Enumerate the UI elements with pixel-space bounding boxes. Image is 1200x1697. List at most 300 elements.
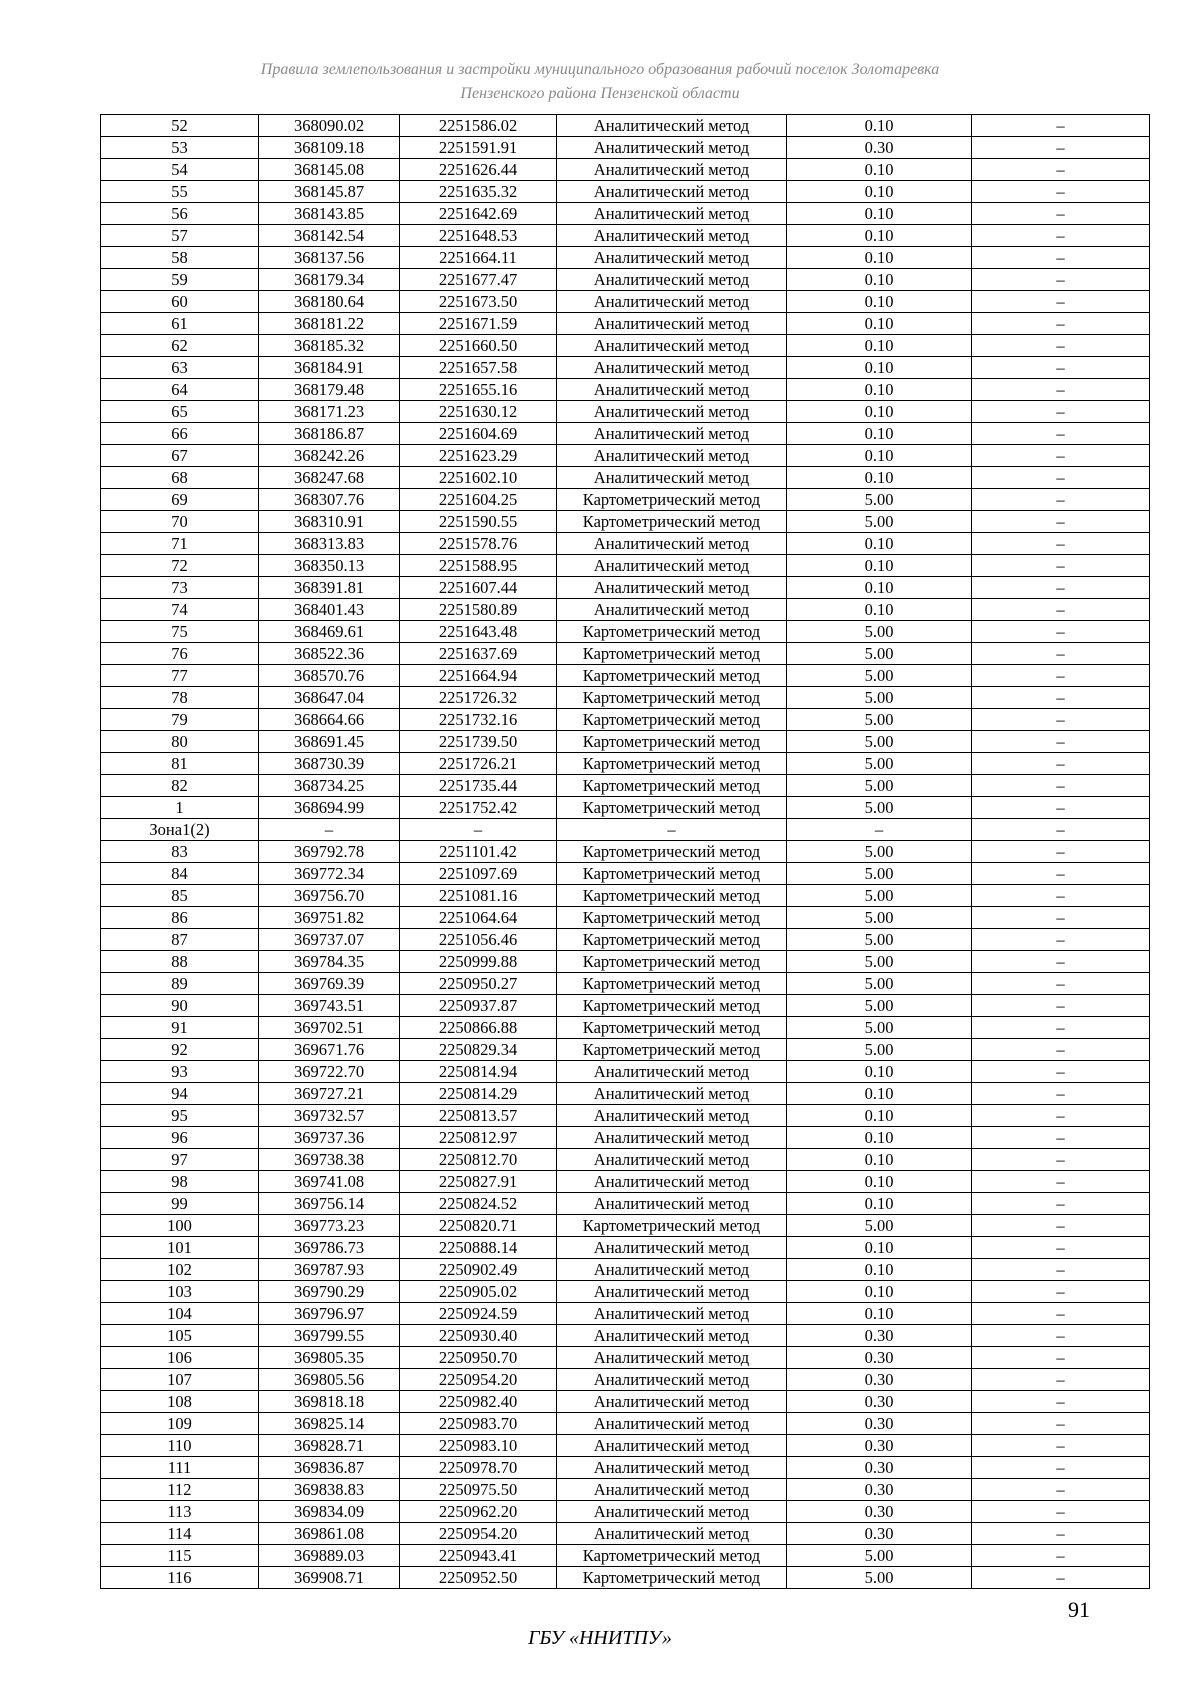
accuracy-cell: 5.00 — [787, 797, 972, 819]
x-coordinate-cell: 368647.04 — [259, 687, 400, 709]
extra-cell: – — [972, 1369, 1150, 1391]
accuracy-cell: 0.10 — [787, 269, 972, 291]
accuracy-cell: 5.00 — [787, 841, 972, 863]
y-coordinate-cell: 2251732.16 — [400, 709, 557, 731]
x-coordinate-cell: – — [259, 819, 400, 841]
table-row — [101, 181, 1150, 203]
extra-cell: – — [972, 445, 1150, 467]
x-coordinate-cell: 368242.26 — [259, 445, 400, 467]
y-coordinate-cell: 2251739.50 — [400, 731, 557, 753]
extra-cell: – — [972, 533, 1150, 555]
accuracy-cell: 5.00 — [787, 709, 972, 731]
table-row — [101, 599, 1150, 621]
table-row — [101, 1303, 1150, 1325]
y-coordinate-cell: 2251655.16 — [400, 379, 557, 401]
method-cell: Аналитический метод — [557, 1149, 787, 1171]
method-cell: Аналитический метод — [557, 1413, 787, 1435]
accuracy-cell: 0.30 — [787, 1501, 972, 1523]
table-row — [101, 379, 1150, 401]
extra-cell: – — [972, 863, 1150, 885]
y-coordinate-cell: 2251064.64 — [400, 907, 557, 929]
table-row — [101, 247, 1150, 269]
point-number-cell: 68 — [101, 467, 259, 489]
accuracy-cell: 5.00 — [787, 687, 972, 709]
accuracy-cell: 0.30 — [787, 1369, 972, 1391]
method-cell: Аналитический метод — [557, 181, 787, 203]
table-row — [101, 1127, 1150, 1149]
table-row — [101, 1193, 1150, 1215]
point-number-cell: 59 — [101, 269, 259, 291]
accuracy-cell: 0.10 — [787, 599, 972, 621]
extra-cell: – — [972, 709, 1150, 731]
method-cell: Аналитический метод — [557, 137, 787, 159]
x-coordinate-cell: 368401.43 — [259, 599, 400, 621]
y-coordinate-cell: 2251648.53 — [400, 225, 557, 247]
method-cell: Картометрический метод — [557, 665, 787, 687]
x-coordinate-cell: 368090.02 — [259, 115, 400, 137]
point-number-cell: 75 — [101, 621, 259, 643]
method-cell: Аналитический метод — [557, 1281, 787, 1303]
method-cell: Аналитический метод — [557, 1259, 787, 1281]
method-cell: Аналитический метод — [557, 335, 787, 357]
y-coordinate-cell: – — [400, 819, 557, 841]
table-row — [101, 1149, 1150, 1171]
extra-cell: – — [972, 291, 1150, 313]
point-number-cell: 83 — [101, 841, 259, 863]
x-coordinate-cell: 368171.23 — [259, 401, 400, 423]
y-coordinate-cell: 2250982.40 — [400, 1391, 557, 1413]
point-number-cell: 88 — [101, 951, 259, 973]
extra-cell: – — [972, 1325, 1150, 1347]
extra-cell: – — [972, 555, 1150, 577]
y-coordinate-cell: 2250978.70 — [400, 1457, 557, 1479]
y-coordinate-cell: 2251673.50 — [400, 291, 557, 313]
point-number-cell: 85 — [101, 885, 259, 907]
point-number-cell: 79 — [101, 709, 259, 731]
point-number-cell: 95 — [101, 1105, 259, 1127]
y-coordinate-cell: 2250950.27 — [400, 973, 557, 995]
y-coordinate-cell: 2251101.42 — [400, 841, 557, 863]
table-row — [101, 533, 1150, 555]
x-coordinate-cell: 369756.70 — [259, 885, 400, 907]
accuracy-cell: 0.30 — [787, 137, 972, 159]
table-row — [101, 291, 1150, 313]
method-cell: Картометрический метод — [557, 489, 787, 511]
y-coordinate-cell: 2250827.91 — [400, 1171, 557, 1193]
method-cell: Аналитический метод — [557, 1127, 787, 1149]
point-number-cell: 89 — [101, 973, 259, 995]
table-row — [101, 1391, 1150, 1413]
coordinates-table-wrapper — [100, 114, 1149, 1589]
x-coordinate-cell: 369908.71 — [259, 1567, 400, 1589]
method-cell: Картометрический метод — [557, 995, 787, 1017]
table-row — [101, 1369, 1150, 1391]
accuracy-cell: 0.10 — [787, 1193, 972, 1215]
x-coordinate-cell: 368185.32 — [259, 335, 400, 357]
accuracy-cell: 5.00 — [787, 731, 972, 753]
table-row — [101, 929, 1150, 951]
y-coordinate-cell: 2250812.70 — [400, 1149, 557, 1171]
point-number-cell: 61 — [101, 313, 259, 335]
point-number-cell: 107 — [101, 1369, 259, 1391]
x-coordinate-cell: 369787.93 — [259, 1259, 400, 1281]
extra-cell: – — [972, 1039, 1150, 1061]
y-coordinate-cell: 2251604.69 — [400, 423, 557, 445]
table-row — [101, 1457, 1150, 1479]
x-coordinate-cell: 369773.23 — [259, 1215, 400, 1237]
accuracy-cell: 0.10 — [787, 1105, 972, 1127]
x-coordinate-cell: 369838.83 — [259, 1479, 400, 1501]
extra-cell: – — [972, 951, 1150, 973]
extra-cell: – — [972, 621, 1150, 643]
method-cell: Аналитический метод — [557, 467, 787, 489]
method-cell: Аналитический метод — [557, 291, 787, 313]
table-row — [101, 1061, 1150, 1083]
accuracy-cell: 5.00 — [787, 885, 972, 907]
extra-cell: – — [972, 137, 1150, 159]
method-cell: Аналитический метод — [557, 1501, 787, 1523]
y-coordinate-cell: 2250866.88 — [400, 1017, 557, 1039]
method-cell: Аналитический метод — [557, 1369, 787, 1391]
accuracy-cell: 5.00 — [787, 643, 972, 665]
table-row — [101, 313, 1150, 335]
accuracy-cell: 5.00 — [787, 1215, 972, 1237]
table-row — [101, 621, 1150, 643]
method-cell: Аналитический метод — [557, 1193, 787, 1215]
x-coordinate-cell: 368179.48 — [259, 379, 400, 401]
point-number-cell: 90 — [101, 995, 259, 1017]
extra-cell: – — [972, 467, 1150, 489]
y-coordinate-cell: 2251752.42 — [400, 797, 557, 819]
extra-cell: – — [972, 379, 1150, 401]
x-coordinate-cell: 368142.54 — [259, 225, 400, 247]
x-coordinate-cell: 368310.91 — [259, 511, 400, 533]
accuracy-cell: 5.00 — [787, 1017, 972, 1039]
x-coordinate-cell: 368137.56 — [259, 247, 400, 269]
table-row — [101, 819, 1150, 841]
point-number-cell: 104 — [101, 1303, 259, 1325]
y-coordinate-cell: 2250813.57 — [400, 1105, 557, 1127]
x-coordinate-cell: 369805.35 — [259, 1347, 400, 1369]
x-coordinate-cell: 369671.76 — [259, 1039, 400, 1061]
accuracy-cell: 0.10 — [787, 1127, 972, 1149]
point-number-cell: 111 — [101, 1457, 259, 1479]
point-number-cell: 116 — [101, 1567, 259, 1589]
method-cell: Аналитический метод — [557, 1457, 787, 1479]
y-coordinate-cell: 2251671.59 — [400, 313, 557, 335]
point-number-cell: 71 — [101, 533, 259, 555]
extra-cell: – — [972, 841, 1150, 863]
y-coordinate-cell: 2250924.59 — [400, 1303, 557, 1325]
table-row — [101, 203, 1150, 225]
x-coordinate-cell: 369792.78 — [259, 841, 400, 863]
extra-cell: – — [972, 907, 1150, 929]
point-number-cell: 102 — [101, 1259, 259, 1281]
accuracy-cell: 0.30 — [787, 1457, 972, 1479]
y-coordinate-cell: 2250950.70 — [400, 1347, 557, 1369]
method-cell: Аналитический метод — [557, 225, 787, 247]
table-row — [101, 1479, 1150, 1501]
point-number-cell: 110 — [101, 1435, 259, 1457]
page-footer: ГБУ «ННИТПУ» — [528, 1627, 672, 1649]
table-row — [101, 401, 1150, 423]
y-coordinate-cell: 2250829.34 — [400, 1039, 557, 1061]
x-coordinate-cell: 369732.57 — [259, 1105, 400, 1127]
method-cell: Картометрический метод — [557, 929, 787, 951]
method-cell: Картометрический метод — [557, 1017, 787, 1039]
point-number-cell: 56 — [101, 203, 259, 225]
point-number-cell: 97 — [101, 1149, 259, 1171]
y-coordinate-cell: 2250902.49 — [400, 1259, 557, 1281]
x-coordinate-cell: 368469.61 — [259, 621, 400, 643]
point-number-cell: 84 — [101, 863, 259, 885]
y-coordinate-cell: 2251081.16 — [400, 885, 557, 907]
extra-cell: – — [972, 643, 1150, 665]
point-number-cell: 54 — [101, 159, 259, 181]
method-cell: Аналитический метод — [557, 1303, 787, 1325]
accuracy-cell: 0.10 — [787, 555, 972, 577]
x-coordinate-cell: 369799.55 — [259, 1325, 400, 1347]
x-coordinate-cell: 369828.71 — [259, 1435, 400, 1457]
method-cell: Аналитический метод — [557, 577, 787, 599]
point-number-cell: 108 — [101, 1391, 259, 1413]
table-row — [101, 709, 1150, 731]
point-number-cell: 100 — [101, 1215, 259, 1237]
x-coordinate-cell: 368313.83 — [259, 533, 400, 555]
x-coordinate-cell: 368145.08 — [259, 159, 400, 181]
table-row — [101, 951, 1150, 973]
extra-cell: – — [972, 357, 1150, 379]
accuracy-cell: 0.10 — [787, 225, 972, 247]
table-row — [101, 489, 1150, 511]
y-coordinate-cell: 2251642.69 — [400, 203, 557, 225]
method-cell: Аналитический метод — [557, 313, 787, 335]
extra-cell: – — [972, 115, 1150, 137]
extra-cell: – — [972, 577, 1150, 599]
accuracy-cell: 0.10 — [787, 291, 972, 313]
extra-cell: – — [972, 401, 1150, 423]
method-cell: Аналитический метод — [557, 159, 787, 181]
accuracy-cell: 5.00 — [787, 665, 972, 687]
accuracy-cell: 0.10 — [787, 159, 972, 181]
method-cell: Картометрический метод — [557, 621, 787, 643]
point-number-cell: 86 — [101, 907, 259, 929]
method-cell: Картометрический метод — [557, 863, 787, 885]
table-row — [101, 665, 1150, 687]
extra-cell: – — [972, 687, 1150, 709]
x-coordinate-cell: 369743.51 — [259, 995, 400, 1017]
point-number-cell: 98 — [101, 1171, 259, 1193]
extra-cell: – — [972, 775, 1150, 797]
table-row — [101, 1325, 1150, 1347]
point-number-cell: 66 — [101, 423, 259, 445]
x-coordinate-cell: 369834.09 — [259, 1501, 400, 1523]
method-cell: Аналитический метод — [557, 203, 787, 225]
extra-cell: – — [972, 335, 1150, 357]
accuracy-cell: 0.10 — [787, 115, 972, 137]
y-coordinate-cell: 2251735.44 — [400, 775, 557, 797]
table-row — [101, 753, 1150, 775]
y-coordinate-cell: 2250824.52 — [400, 1193, 557, 1215]
point-number-cell: 93 — [101, 1061, 259, 1083]
accuracy-cell: 0.10 — [787, 203, 972, 225]
table-row — [101, 775, 1150, 797]
accuracy-cell: 0.30 — [787, 1347, 972, 1369]
y-coordinate-cell: 2250812.97 — [400, 1127, 557, 1149]
table-row — [101, 731, 1150, 753]
accuracy-cell: 0.10 — [787, 401, 972, 423]
y-coordinate-cell: 2251590.55 — [400, 511, 557, 533]
x-coordinate-cell: 368180.64 — [259, 291, 400, 313]
method-cell: Аналитический метод — [557, 445, 787, 467]
point-number-cell: 113 — [101, 1501, 259, 1523]
extra-cell: – — [972, 995, 1150, 1017]
point-number-cell: 64 — [101, 379, 259, 401]
extra-cell: – — [972, 1523, 1150, 1545]
y-coordinate-cell: 2251602.10 — [400, 467, 557, 489]
point-number-cell: 1 — [101, 797, 259, 819]
table-row — [101, 1105, 1150, 1127]
extra-cell: – — [972, 247, 1150, 269]
point-number-cell: 81 — [101, 753, 259, 775]
x-coordinate-cell: 369889.03 — [259, 1545, 400, 1567]
y-coordinate-cell: 2250814.94 — [400, 1061, 557, 1083]
accuracy-cell: 0.30 — [787, 1325, 972, 1347]
extra-cell: – — [972, 1545, 1150, 1567]
x-coordinate-cell: 369702.51 — [259, 1017, 400, 1039]
x-coordinate-cell: 368307.76 — [259, 489, 400, 511]
y-coordinate-cell: 2251588.95 — [400, 555, 557, 577]
method-cell: Картометрический метод — [557, 841, 787, 863]
point-number-cell: 60 — [101, 291, 259, 313]
accuracy-cell: 0.10 — [787, 1259, 972, 1281]
table-row — [101, 907, 1150, 929]
extra-cell: – — [972, 489, 1150, 511]
method-cell: Картометрический метод — [557, 1215, 787, 1237]
point-number-cell: 96 — [101, 1127, 259, 1149]
x-coordinate-cell: 369861.08 — [259, 1523, 400, 1545]
y-coordinate-cell: 2250999.88 — [400, 951, 557, 973]
extra-cell: – — [972, 973, 1150, 995]
y-coordinate-cell: 2250943.41 — [400, 1545, 557, 1567]
extra-cell: – — [972, 1017, 1150, 1039]
y-coordinate-cell: 2251591.91 — [400, 137, 557, 159]
x-coordinate-cell: 369790.29 — [259, 1281, 400, 1303]
y-coordinate-cell: 2250954.20 — [400, 1369, 557, 1391]
extra-cell: – — [972, 1413, 1150, 1435]
x-coordinate-cell: 368522.36 — [259, 643, 400, 665]
page-header — [0, 58, 1200, 106]
point-number-cell: 67 — [101, 445, 259, 467]
x-coordinate-cell: 369737.36 — [259, 1127, 400, 1149]
accuracy-cell: 0.30 — [787, 1391, 972, 1413]
point-number-cell: 94 — [101, 1083, 259, 1105]
method-cell: Аналитический метод — [557, 599, 787, 621]
table-row — [101, 841, 1150, 863]
extra-cell: – — [972, 1237, 1150, 1259]
method-cell: Аналитический метод — [557, 1105, 787, 1127]
y-coordinate-cell: 2251097.69 — [400, 863, 557, 885]
table-row — [101, 1347, 1150, 1369]
table-row — [101, 445, 1150, 467]
accuracy-cell: 0.10 — [787, 467, 972, 489]
x-coordinate-cell: 368350.13 — [259, 555, 400, 577]
table-row — [101, 159, 1150, 181]
extra-cell: – — [972, 1303, 1150, 1325]
y-coordinate-cell: 2251630.12 — [400, 401, 557, 423]
extra-cell: – — [972, 753, 1150, 775]
accuracy-cell: – — [787, 819, 972, 841]
method-cell: Аналитический метод — [557, 1171, 787, 1193]
method-cell: Картометрический метод — [557, 709, 787, 731]
x-coordinate-cell: 369751.82 — [259, 907, 400, 929]
table-row — [101, 1413, 1150, 1435]
point-number-cell: 53 — [101, 137, 259, 159]
method-cell: Картометрический метод — [557, 643, 787, 665]
accuracy-cell: 0.10 — [787, 1281, 972, 1303]
point-number-cell: 65 — [101, 401, 259, 423]
point-number-cell: 69 — [101, 489, 259, 511]
method-cell: Картометрический метод — [557, 951, 787, 973]
accuracy-cell: 5.00 — [787, 929, 972, 951]
method-cell: Аналитический метод — [557, 115, 787, 137]
accuracy-cell: 0.30 — [787, 1413, 972, 1435]
extra-cell: – — [972, 1567, 1150, 1589]
point-number-cell: 55 — [101, 181, 259, 203]
accuracy-cell: 5.00 — [787, 621, 972, 643]
extra-cell: – — [972, 1127, 1150, 1149]
accuracy-cell: 5.00 — [787, 1039, 972, 1061]
method-cell: Аналитический метод — [557, 401, 787, 423]
y-coordinate-cell: 2251637.69 — [400, 643, 557, 665]
method-cell: Картометрический метод — [557, 687, 787, 709]
table-row — [101, 1281, 1150, 1303]
y-coordinate-cell: 2250975.50 — [400, 1479, 557, 1501]
method-cell: Аналитический метод — [557, 1391, 787, 1413]
x-coordinate-cell: 368184.91 — [259, 357, 400, 379]
point-number-cell: 99 — [101, 1193, 259, 1215]
x-coordinate-cell: 368664.66 — [259, 709, 400, 731]
point-number-cell: 114 — [101, 1523, 259, 1545]
y-coordinate-cell: 2251578.76 — [400, 533, 557, 555]
y-coordinate-cell: 2250983.10 — [400, 1435, 557, 1457]
method-cell: Аналитический метод — [557, 269, 787, 291]
extra-cell: – — [972, 269, 1150, 291]
method-cell: Аналитический метод — [557, 357, 787, 379]
x-coordinate-cell: 369769.39 — [259, 973, 400, 995]
extra-cell: – — [972, 203, 1150, 225]
extra-cell: – — [972, 1347, 1150, 1369]
accuracy-cell: 0.10 — [787, 577, 972, 599]
y-coordinate-cell: 2251607.44 — [400, 577, 557, 599]
point-number-cell: 109 — [101, 1413, 259, 1435]
extra-cell: – — [972, 1215, 1150, 1237]
extra-cell: – — [972, 159, 1150, 181]
point-number-cell: 73 — [101, 577, 259, 599]
method-cell: Картометрический метод — [557, 1039, 787, 1061]
x-coordinate-cell: 368181.22 — [259, 313, 400, 335]
x-coordinate-cell: 369727.21 — [259, 1083, 400, 1105]
extra-cell: – — [972, 731, 1150, 753]
table-row — [101, 1171, 1150, 1193]
y-coordinate-cell: 2251677.47 — [400, 269, 557, 291]
y-coordinate-cell: 2251726.32 — [400, 687, 557, 709]
accuracy-cell: 5.00 — [787, 1545, 972, 1567]
table-row — [101, 423, 1150, 445]
x-coordinate-cell: 368694.99 — [259, 797, 400, 819]
extra-cell: – — [972, 1479, 1150, 1501]
x-coordinate-cell: 369737.07 — [259, 929, 400, 951]
